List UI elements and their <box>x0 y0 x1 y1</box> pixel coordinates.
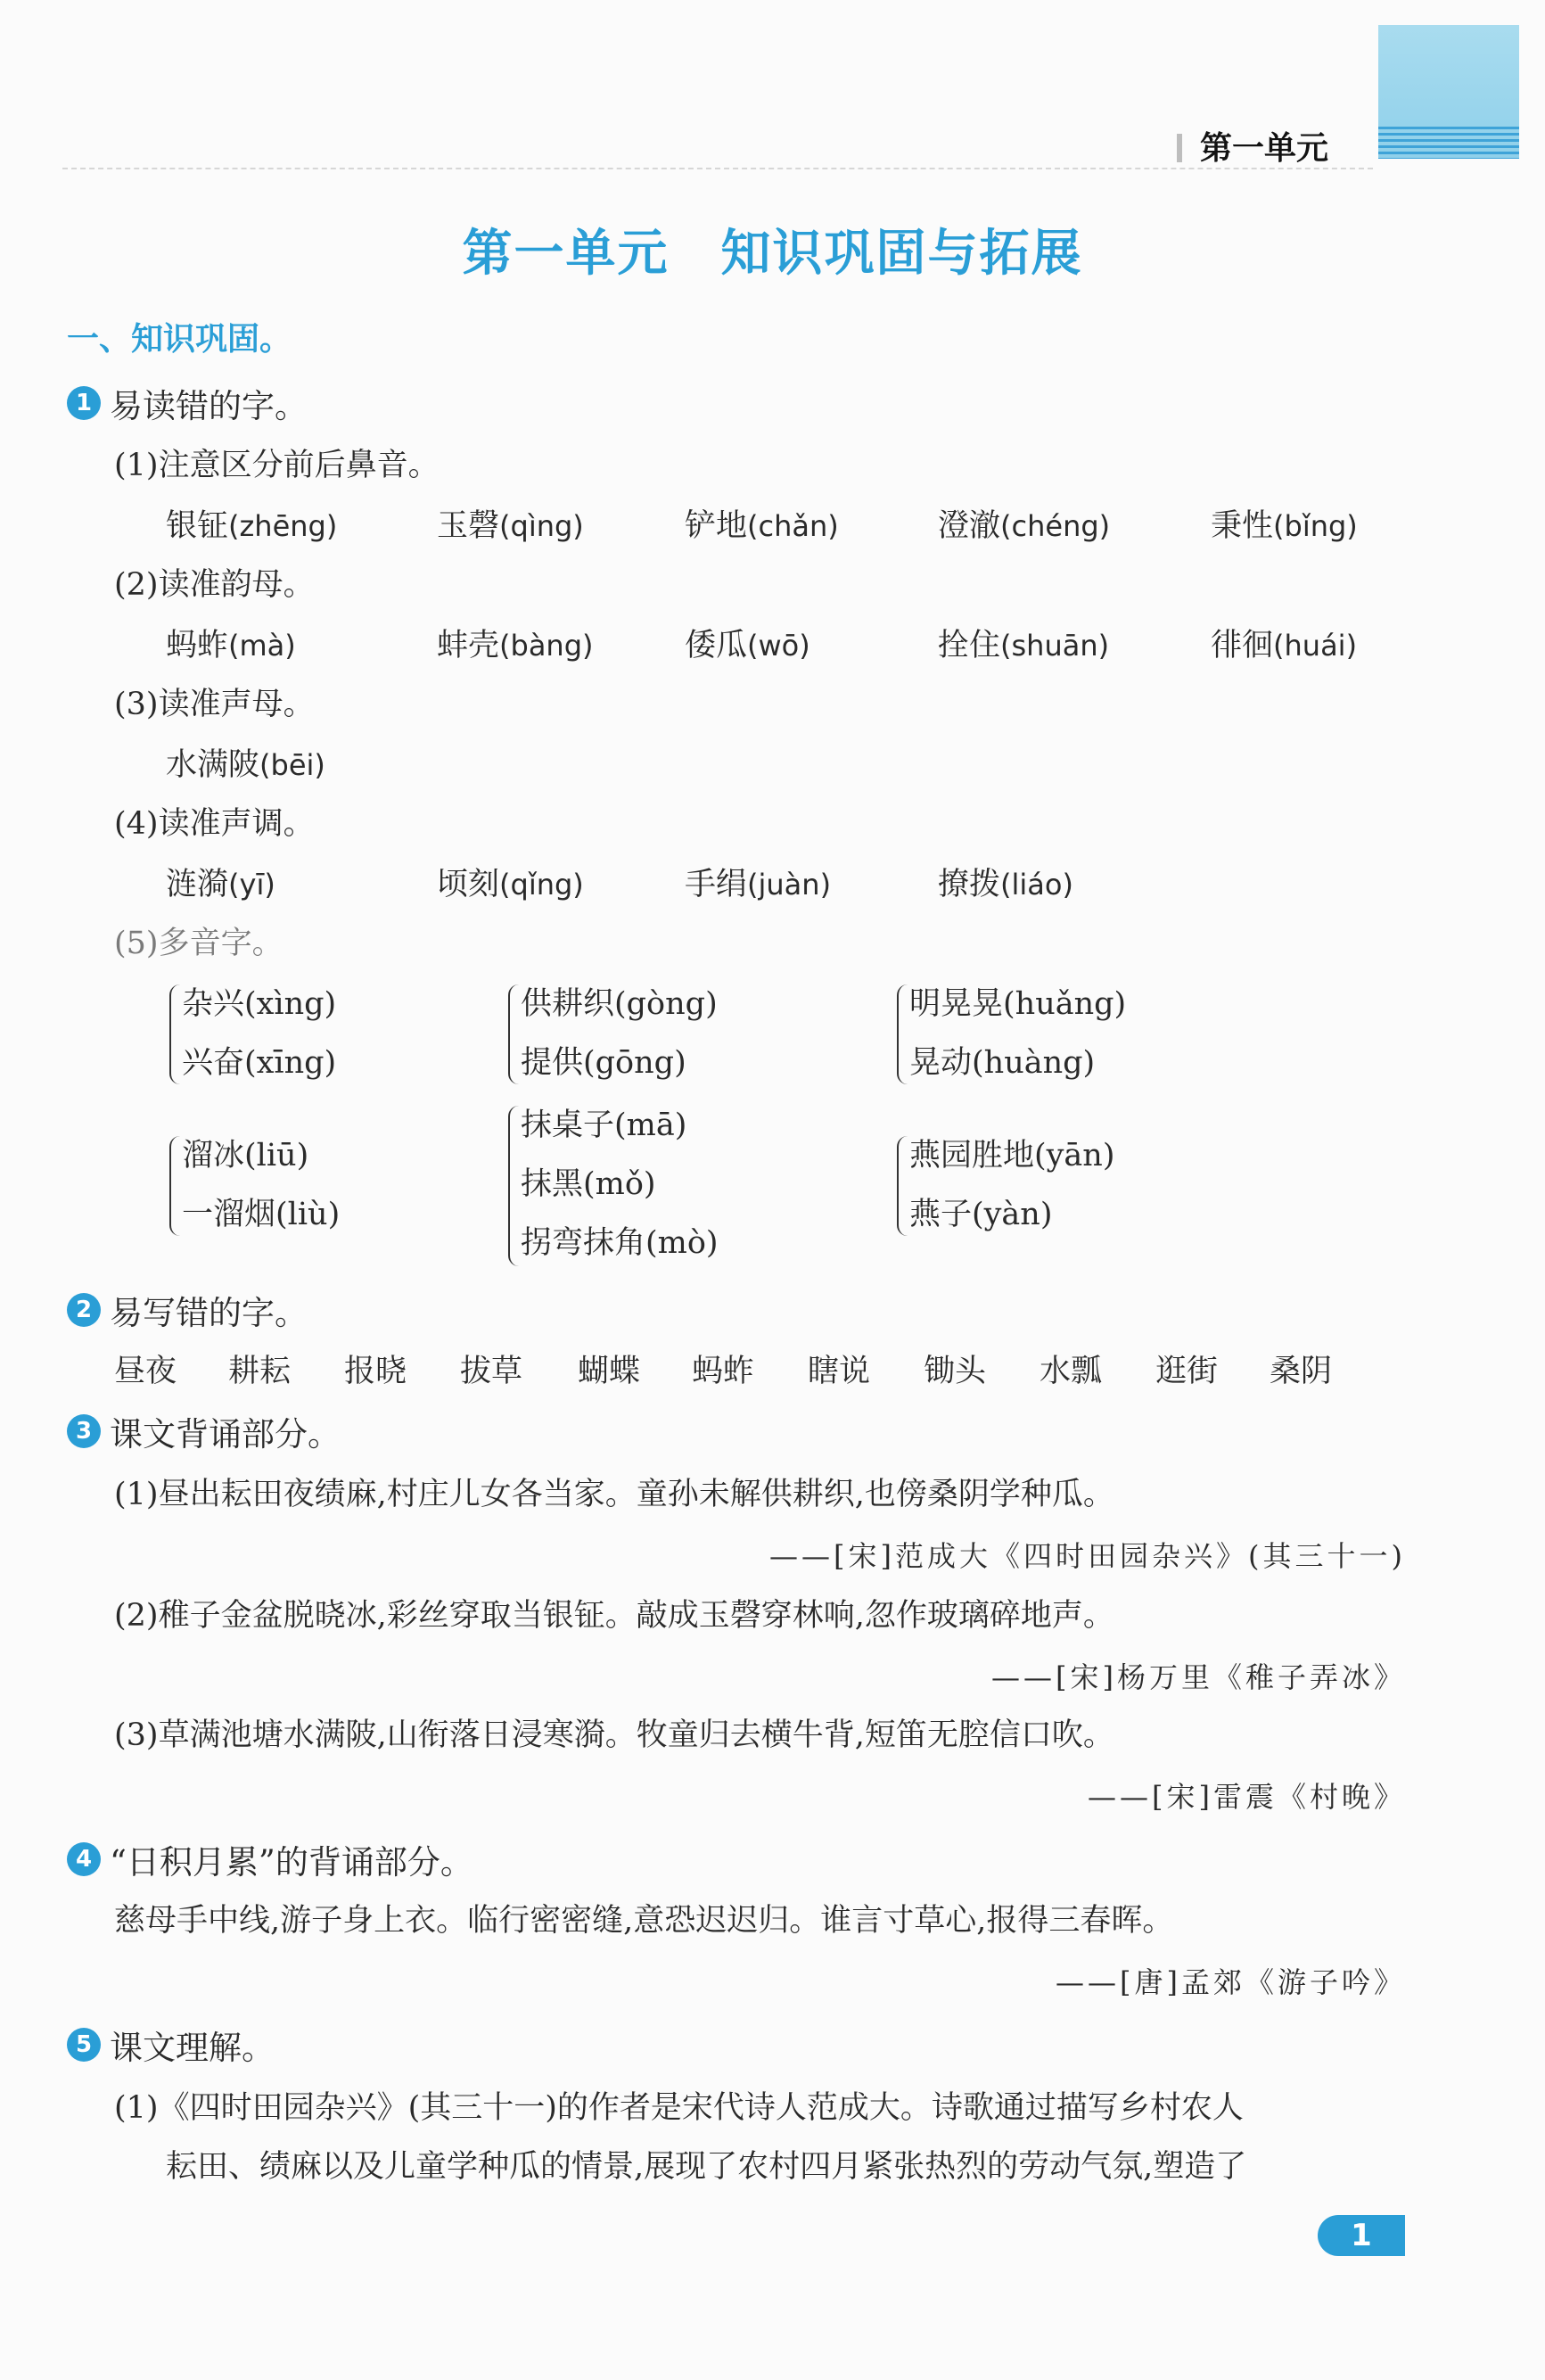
polyphone-item: 供耕织(gòng) <box>521 986 718 1022</box>
question-label: 课文背诵部分。 <box>110 1415 341 1454</box>
q1-part1-row <box>0 501 1545 546</box>
poem-line: (1)昼出耘田夜绩麻,村庄儿女各当家。童孙未解供耕织,也傍桑阴学种瓜。 <box>114 1477 1114 1512</box>
question-5-heading <box>67 2021 275 2069</box>
q1-part2-label: (2)读准韵母。 <box>114 567 315 603</box>
word-item: 秉性(bǐng) <box>1211 508 1358 544</box>
question-label: 易读错的字。 <box>110 387 308 425</box>
q1-part2-row <box>0 621 1545 665</box>
brace <box>508 1106 521 1266</box>
word-item: 手绢(juàn) <box>685 867 832 902</box>
poem-line: (2)稚子金盆脱晓冰,彩丝穿取当银钲。敲成玉磬穿林响,忽作玻璃碎地声。 <box>114 1598 1114 1634</box>
poem-attribution: ——[宋]范成大《四时田园杂兴》(其三十一) <box>769 1539 1406 1573</box>
polyphone-item: 明晃晃(huǎng) <box>909 986 1127 1022</box>
poem-attribution: ——[唐]孟郊《游子吟》 <box>1056 1965 1406 1999</box>
brace <box>508 984 521 1084</box>
word-item: 水满陂(bēi) <box>166 747 325 783</box>
q2-words-row <box>0 1346 1545 1391</box>
word-item: 蚂蚱(mà) <box>166 628 296 663</box>
word-item: 顷刻(qǐng) <box>437 867 584 902</box>
polyphone-item: 燕园胜地(yān) <box>909 1138 1115 1174</box>
word-item: 逛街 <box>1155 1354 1219 1389</box>
brace <box>897 984 909 1084</box>
word-item: 拴住(shuān) <box>938 628 1110 663</box>
question-2-heading <box>67 1286 308 1334</box>
question-4-heading <box>67 1835 473 1883</box>
polyphone-item: 溜冰(liū) <box>182 1138 309 1174</box>
q1-part4-row <box>0 860 1545 904</box>
polyphone-item: 杂兴(xìng) <box>182 986 337 1022</box>
question-number: 4 <box>67 1842 101 1876</box>
polyphone-item: 抹黑(mǒ) <box>521 1166 656 1202</box>
header-divider <box>1177 134 1182 162</box>
header-unit-label: 第一单元 <box>1200 130 1329 167</box>
word-item: 倭瓜(wō) <box>685 628 810 663</box>
paragraph-line: (1)《四时田园杂兴》(其三十一)的作者是宋代诗人范成大。诗歌通过描写乡村农人 <box>114 2090 1244 2126</box>
question-label: “日积月累”的背诵部分。 <box>110 1843 473 1882</box>
word-item: 桑阴 <box>1270 1354 1333 1389</box>
word-item: 耕耘 <box>228 1354 292 1389</box>
word-item: 涟漪(yī) <box>166 867 275 902</box>
question-number: 3 <box>67 1414 101 1448</box>
brace <box>169 1136 182 1236</box>
word-item: 徘徊(huái) <box>1211 628 1358 663</box>
word-item: 昼夜 <box>114 1354 177 1389</box>
header-rule <box>62 168 1373 169</box>
word-item: 瞎说 <box>808 1354 871 1389</box>
polyphone-item: 兴奋(xīng) <box>182 1045 337 1081</box>
word-item: 铲地(chǎn) <box>685 508 839 544</box>
polyphone-item: 一溜烟(liù) <box>182 1197 341 1232</box>
word-item: 蚌壳(bàng) <box>437 628 594 663</box>
poem-attribution: ——[宋]雷震《村晚》 <box>1088 1780 1406 1814</box>
poem-line: (3)草满池塘水满陂,山衔落日浸寒漪。牧童归去横牛背,短笛无腔信口吹。 <box>114 1717 1114 1753</box>
question-number: 2 <box>67 1293 101 1327</box>
question-1-heading <box>67 379 308 427</box>
section-heading: 一、知识巩固。 <box>67 321 292 358</box>
poem-line: 慈母手中线,游子身上衣。临行密密缝,意恐迟迟归。谁言寸草心,报得三春晖。 <box>114 1903 1174 1939</box>
question-label: 易写错的字。 <box>110 1294 308 1332</box>
polyphone-item: 提供(gōng) <box>521 1045 686 1081</box>
word-item: 撩拨(liáo) <box>938 867 1073 902</box>
page-number: 1 <box>1318 2215 1405 2256</box>
question-3-heading <box>67 1407 341 1455</box>
paragraph-line: 耘田、绩麻以及儿童学种瓜的情景,展现了农村四月紧张热烈的劳动气氛,塑造了 <box>166 2149 1247 2185</box>
corner-stripes <box>1378 127 1519 159</box>
question-number: 1 <box>67 386 101 420</box>
question-label: 课文理解。 <box>110 2029 275 2067</box>
q1-part3-label: (3)读准声母。 <box>114 687 315 722</box>
word-item: 银钲(zhēng) <box>166 508 338 544</box>
polyphone-item: 抹桌子(mā) <box>521 1108 687 1143</box>
word-item: 蝴蝶 <box>578 1354 641 1389</box>
q1-part4-label: (4)读准声调。 <box>114 806 315 842</box>
word-item: 锄头 <box>924 1354 987 1389</box>
word-item: 水瓢 <box>1040 1354 1103 1389</box>
word-item: 拔草 <box>460 1354 523 1389</box>
polyphone-item: 晃动(huàng) <box>909 1045 1096 1081</box>
brace <box>169 984 182 1084</box>
word-item: 蚂蚱 <box>692 1354 755 1389</box>
q1-part5-label: (5)多音字。 <box>114 926 284 961</box>
word-item: 玉磬(qìng) <box>437 508 584 544</box>
word-item: 澄澈(chéng) <box>938 508 1111 544</box>
question-number: 5 <box>67 2028 101 2062</box>
word-item: 报晓 <box>344 1354 407 1389</box>
poem-attribution: ——[宋]杨万里《稚子弄冰》 <box>991 1660 1406 1694</box>
polyphone-item: 燕子(yàn) <box>909 1197 1053 1232</box>
polyphone-item: 拐弯抹角(mò) <box>521 1225 719 1261</box>
q1-part3-row <box>0 740 1545 785</box>
page-title: 第一单元 知识巩固与拓展 <box>462 225 1083 283</box>
q1-part1-label: (1)注意区分前后鼻音。 <box>114 448 440 483</box>
brace <box>897 1136 909 1236</box>
